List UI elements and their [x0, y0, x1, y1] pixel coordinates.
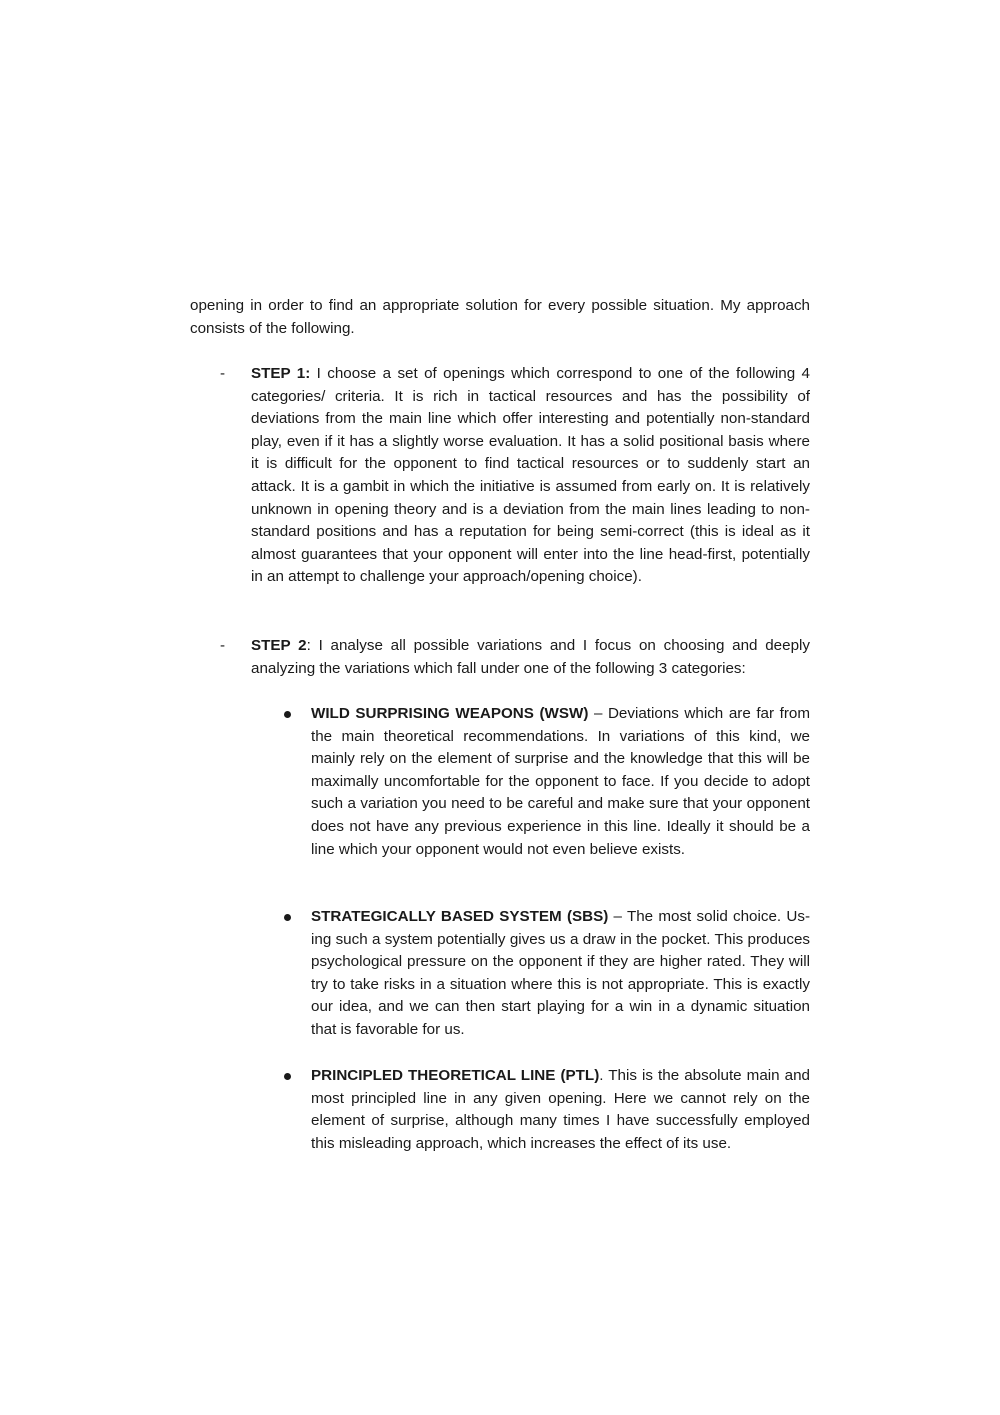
dash-marker: -	[220, 637, 226, 654]
category-wsw-item	[280, 703, 810, 861]
step-1-item	[190, 363, 810, 589]
step-2-text: : I analyse all possible variations and I focus on choosing and deeply analyzing the variations which fall under one of the following 3 categories:	[251, 637, 810, 677]
category-wsw-label: WILD SURPRISING WEAPONS (WSW)	[311, 705, 589, 722]
step-1-label: STEP 1:	[251, 365, 311, 382]
category-ptl-item	[280, 1065, 810, 1155]
category-sbs-text: – The most solid choice. Using such a system potentially gives us a draw in the pocket. This produces psychological pressure on the opponent if they are higher rated. They will try to take risks in a situation where this is not appropriate. This is exactly our idea, and we can then start playing for a win in a dynamic situation that is favorable for us.	[311, 908, 810, 1038]
category-ptl-body	[311, 1065, 810, 1155]
bullet-icon	[284, 711, 291, 718]
bullet-icon	[284, 914, 291, 921]
step-1-text: I choose a set of openings which correspond to one of the following 4 categories/ criteria. It is rich in tactical resources and has the possibility of deviations from the main line which offer interesting and potentially non-standard play, even if it has a slightly worse evaluation. It has a solid positional basis where it is difficult for the opponent to find tactical resources or to suddenly start an attack. It is a gambit in which the initiative is assumed from early on. It is relatively unknown in opening theory and is a deviation from the main lines leading to non-standard positions and has a reputation for being semi-correct (this is ideal as it almost guarantees that your opponent will enter into the line head-first, potentially in an attempt to challenge your approach/opening choice).	[251, 365, 810, 586]
category-ptl-label: PRINCIPLED THEORETICAL LINE (PTL)	[311, 1067, 600, 1084]
bullet-icon	[284, 1073, 291, 1080]
category-sbs-body	[311, 906, 810, 1042]
dash-marker: -	[220, 365, 226, 382]
category-sbs-label: STRATEGICALLY BASED SYSTEM (SBS)	[311, 908, 609, 925]
category-wsw-text: – Deviations which are far from the main theoretical recommendations. In variations of this kind, we mainly rely on the element of surprise and the knowledge that this will be maximally uncomfortable for the opponent to face. If you decide to adopt such a variation you need to be careful and make sure that your opponent does not have any previous experience in this line. Ideally it should be a line which your opponent would not even believe exists.	[311, 705, 810, 858]
step-2-item	[190, 635, 810, 680]
category-wsw-body	[311, 703, 810, 861]
category-sbs-item	[280, 906, 810, 1042]
category-ptl-text: . This is the absolute main and most principled line in any given opening. Here we cannot rely on the element of surprise, although many times I have successfully employed this misleading approach, which increases the effect of its use.	[311, 1067, 810, 1152]
step-2-label: STEP 2	[251, 637, 307, 654]
step-2-body	[251, 635, 810, 680]
intro-paragraph: opening in order to find an appropriate solution for every possible situation. My approach consists of the following.	[190, 297, 810, 337]
step-1-body	[251, 363, 810, 589]
